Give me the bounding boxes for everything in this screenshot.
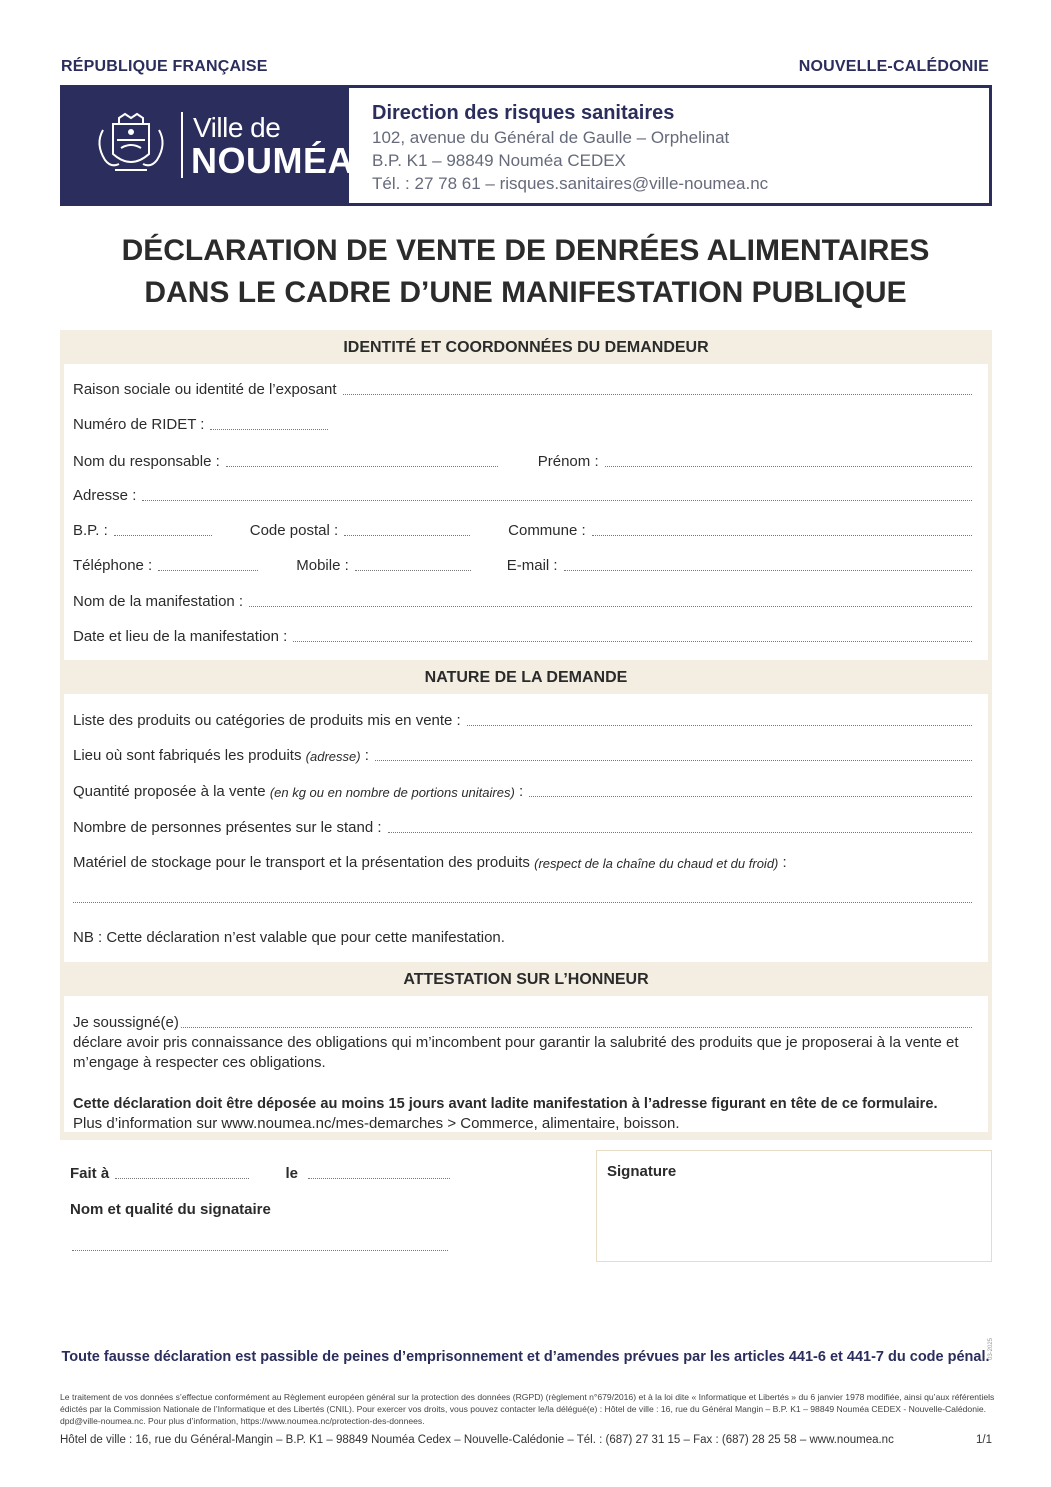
prenom-field[interactable]	[605, 463, 972, 467]
nom-manifestation-label: Nom de la manifestation :	[73, 593, 244, 610]
false-declaration-warning: Toute fausse déclaration est passible de peines d’emprisonnement et d’amendes prévues par les articles 441-6 et 441-7 du code pénal.	[61, 1349, 990, 1365]
quantite-note: (en kg ou en nombre de portions unitaires)	[269, 785, 515, 800]
lieu-fabrication-label: Lieu où sont fabriqués les produits	[73, 747, 302, 764]
commune-field[interactable]	[592, 532, 972, 536]
ville-de-noumea-logo	[63, 88, 354, 203]
document-title-line-1: DÉCLARATION DE VENTE DE DENRÉES ALIMENTAIRES	[121, 234, 930, 267]
document-title	[0, 230, 1051, 314]
raison-sociale-field[interactable]	[73, 376, 972, 398]
logo-noumea-text: NOUMÉA	[191, 140, 354, 181]
liste-produits-label: Liste des produits ou catégories de produits mis en vente :	[73, 712, 461, 729]
prenom-label: Prénom :	[537, 453, 599, 470]
mobile-field[interactable]	[296, 557, 471, 574]
fait-a-label: Fait à	[70, 1165, 110, 1182]
telephone-label: Téléphone :	[73, 557, 153, 574]
commune-label: Commune :	[508, 522, 586, 539]
date-field[interactable]	[285, 1165, 450, 1182]
date-lieu-manifestation-field[interactable]	[73, 623, 972, 645]
quantite-label: Quantité proposée à la vente	[73, 783, 266, 800]
section-nature	[64, 694, 988, 962]
republique-francaise-label: RÉPUBLIQUE FRANÇAISE	[61, 58, 268, 75]
nb-note: NB : Cette déclaration n’est valable que pour cette manifestation.	[73, 929, 505, 946]
adresse-field[interactable]	[73, 482, 972, 504]
department-block	[372, 100, 768, 195]
noumea-crest-icon	[91, 110, 171, 180]
soussigne-field[interactable]	[73, 1009, 972, 1031]
ridet-field[interactable]	[73, 411, 972, 433]
deposit-deadline-notice: Cette déclaration doit être déposée au moins 15 jours avant ladite manifestation à l’adresse figurant en tête de ce formulaire.	[73, 1096, 938, 1112]
materiel-stockage-field[interactable]	[73, 884, 972, 906]
logo-divider	[181, 112, 183, 178]
nom-qualite-label: Nom et qualité du signataire	[70, 1201, 271, 1218]
logo-ville-de-text: Ville de	[193, 112, 281, 143]
soussigne-label: Je soussigné(e)	[73, 1014, 179, 1031]
signature-label: Signature	[607, 1163, 677, 1180]
department-po-box: B.P. K1 – 98849 Nouméa CEDEX	[372, 151, 626, 170]
telephone-field[interactable]	[73, 557, 258, 574]
declaration-line-1: déclare avoir pris connaissance des obligations qui m’incombent pour garantir la salubrité des produits que je proposerai à la vente et	[73, 1034, 959, 1051]
bp-cp-commune-row	[73, 517, 972, 539]
nom-manifestation-field[interactable]	[73, 588, 972, 610]
lieu-fabrication-note: (adresse)	[305, 749, 361, 764]
code-postal-label: Code postal :	[249, 522, 339, 539]
footer	[60, 1434, 992, 1446]
materiel-stockage-label: Matériel de stockage pour le transport et la présentation des produits	[73, 854, 530, 871]
page-number: 1/1	[976, 1434, 992, 1446]
nom-prenom-row	[73, 448, 972, 470]
footer-address: Hôtel de ville : 16, rue du Général-Mangin – B.P. K1 – 98849 Nouméa Cedex – Nouvelle-Calédonie – Tél. : (687) 27 31 15 – Fax : (687) 28 25 58 – www.noumea.nc	[60, 1434, 894, 1446]
nom-responsable-label: Nom du responsable :	[73, 453, 220, 470]
department-title: Direction des risques sanitaires	[372, 102, 675, 124]
email-field[interactable]	[564, 567, 972, 571]
nombre-personnes-field[interactable]	[73, 814, 972, 836]
materiel-stockage-note: (respect de la chaîne du chaud et du froid)	[534, 856, 779, 871]
bp-label: B.P. :	[73, 522, 108, 539]
declaration-form	[60, 330, 992, 1140]
email-label: E-mail :	[506, 557, 558, 574]
materiel-stockage-label-row: Matériel de stockage pour le transport et la présentation des produits (respect de la chaîne du chaud et du froid) :	[73, 854, 787, 871]
section-attestation	[64, 996, 988, 1132]
nom-responsable-field[interactable]	[73, 453, 498, 470]
gdpr-legal-notice: Le traitement de vos données s’effectue conformément au Règlement européen général sur la protection des données (RGPD) (règlement n°679/2016) et à la loi dite « Informatique et Libertés » du 6 janvier 1978 modifiée, ainsi qu’aux référentiels édictés par la Commission Nationale de l’Informatique et des Libertés (CNIL). Pour exercer vos droits, vous pouvez contacter le/la délégué(e) : Hôtel de ville : 16, rue du Général Mangin – B.P. K1 – 98849 Nouméa CEDEX - Nouvelle-Calédonie. dpd@ville-noumea.nc. Pour plus d’information, https://www.noumea.nc/protection-des-donnees.	[60, 1392, 995, 1426]
fait-a-le-row	[70, 1160, 450, 1182]
signature-box[interactable]	[596, 1150, 992, 1262]
le-label: le	[285, 1165, 298, 1182]
section-attestation-heading: ATTESTATION SUR L’HONNEUR	[403, 971, 649, 988]
form-reference-code: 03-2025	[988, 1337, 994, 1360]
mobile-label: Mobile :	[296, 557, 349, 574]
telephone-mobile-email-row	[73, 552, 972, 574]
lieu-fabrication-field[interactable]: Lieu où sont fabriqués les produits (adresse) :	[73, 742, 972, 764]
department-contact: Tél. : 27 78 61 – risques.sanitaires@ville-noumea.nc	[372, 174, 769, 193]
fait-a-field[interactable]	[70, 1165, 249, 1182]
raison-sociale-label: Raison sociale ou identité de l’exposant	[73, 381, 337, 398]
date-lieu-manifestation-label: Date et lieu de la manifestation :	[73, 628, 288, 645]
section-identite-heading: IDENTITÉ ET COORDONNÉES DU DEMANDEUR	[343, 339, 709, 356]
signature-area	[60, 1150, 992, 1262]
document-title-line-2: DANS LE CADRE D’UNE MANIFESTATION PUBLIQUE	[144, 276, 907, 309]
liste-produits-field[interactable]	[73, 707, 972, 729]
nom-qualite-field[interactable]	[72, 1232, 448, 1254]
nombre-personnes-label: Nombre de personnes présentes sur le stand :	[73, 819, 382, 836]
section-nature-heading: NATURE DE LA DEMANDE	[424, 669, 628, 686]
code-postal-field[interactable]	[250, 522, 470, 539]
adresse-label: Adresse :	[73, 487, 137, 504]
more-info-text: Plus d’information sur www.noumea.nc/mes-demarches > Commerce, alimentaire, boisson.	[73, 1115, 680, 1132]
declaration-line-2: m’engage à respecter ces obligations.	[73, 1054, 326, 1071]
bp-field[interactable]	[73, 522, 212, 539]
nouvelle-caledonie-label: NOUVELLE-CALÉDONIE	[798, 58, 989, 75]
quantite-field[interactable]: Quantité proposée à la vente (en kg ou en nombre de portions unitaires) :	[73, 778, 972, 800]
header-box	[60, 85, 992, 206]
ridet-label: Numéro de RIDET :	[73, 416, 205, 433]
department-address: 102, avenue du Général de Gaulle – Orphelinat	[372, 128, 730, 147]
section-identite	[64, 364, 988, 660]
